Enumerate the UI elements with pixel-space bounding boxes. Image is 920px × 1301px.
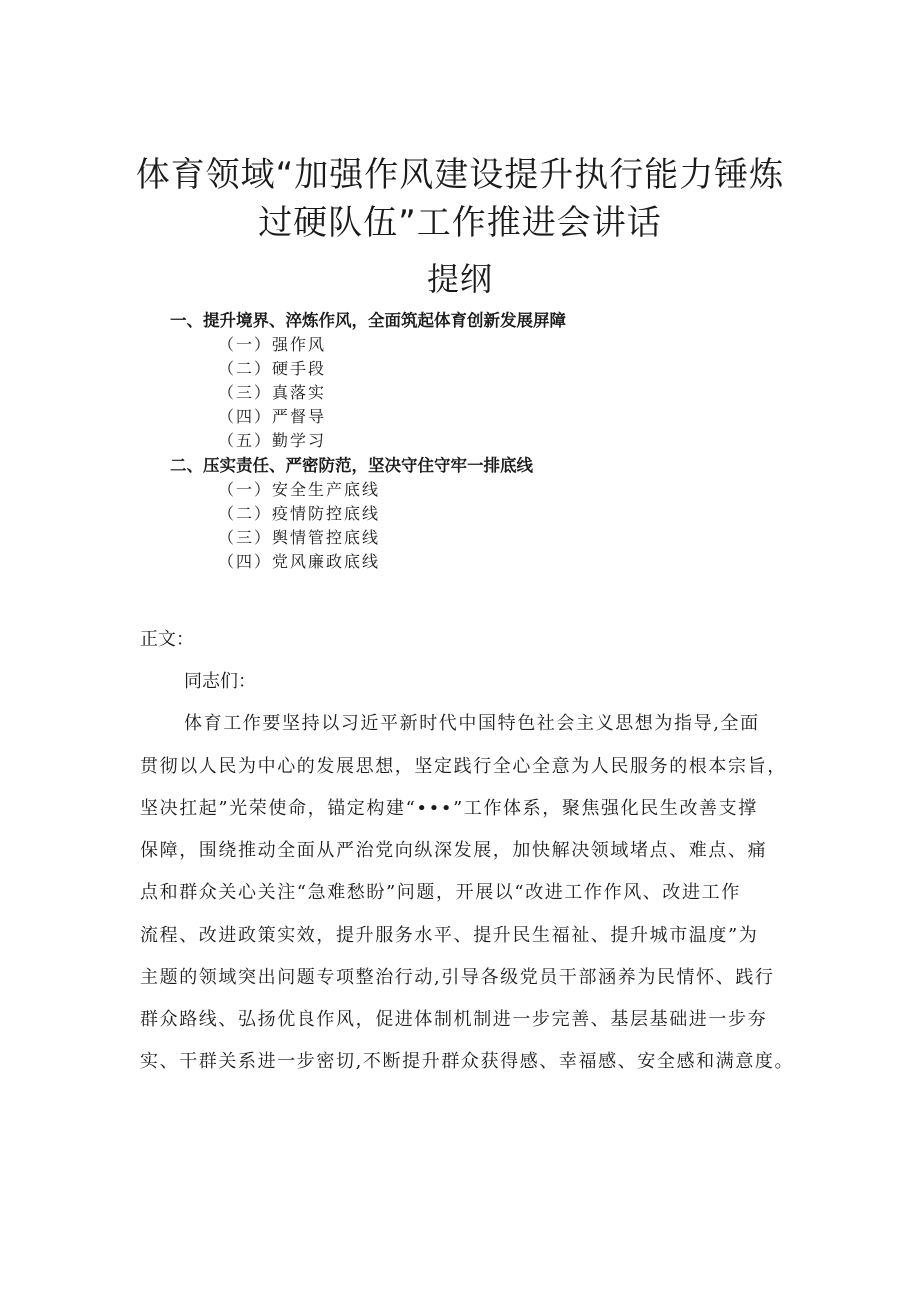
outline-section-1-item: （一）强作风 [218, 335, 327, 354]
outline-section-2-item: （四）党风廉政底线 [218, 552, 381, 571]
outline-section-1-heading: 一、提升境界、淬炼作风，全面筑起体育创新发展屏障 [170, 311, 566, 330]
document-title-line-1: 体育领域“加强作风建设提升执行能力锤炼 [135, 155, 785, 195]
paragraph-line: 流程、改进政策实效，提升服务水平、提升民生福祉、提升城市温度”为 [140, 925, 759, 946]
paragraph-line: 主题的领域突出问题专项整治行动,引导各级党员干部涵养为民情怀、践行 [140, 967, 775, 988]
paragraph-line: 群众路线、弘扬优良作风，促进体制机制进一步完善、基层基础进一步夯 [140, 1009, 768, 1030]
paragraph-line: 坚决扛起”光荣使命，锚定构建“•••”工作体系，聚焦强化民生改善支撑 [140, 798, 758, 819]
paragraph-line: 点和群众关心关注“急难愁盼”问题，开展以“改进工作作风、改进工作 [140, 882, 741, 903]
salutation: 同志们： [184, 671, 256, 692]
paragraph-line: 实、干群关系进一步密切,不断提升群众获得感、幸福感、安全感和满意度。 [140, 1051, 795, 1072]
body-label: 正文： [140, 629, 194, 650]
document-title-line-3: 提纲 [426, 260, 493, 298]
outline-section-2-item: （一）安全生产底线 [218, 480, 381, 499]
outline-section-1-item: （三）真落实 [218, 383, 327, 402]
outline-section-2-item: （三）舆情管控底线 [218, 528, 381, 547]
paragraph-line: 体育工作要坚持以习近平新时代中国特色社会主义思想为指导,全面 [184, 713, 760, 734]
outline-section-1-item: （二）硬手段 [218, 359, 327, 378]
outline-section-1-item: （五）勤学习 [218, 431, 327, 450]
paragraph-line: 保障，围绕推动全面从严治党向纵深发展，加快解决领域堵点、难点、痛 [140, 840, 768, 861]
outline-section-2-heading: 二、压实责任、严密防范，坚决守住守牢一排底线 [170, 456, 533, 475]
outline-section-1-item: （四）严督导 [218, 407, 327, 426]
paragraph-line: 贯彻以人民为中心的发展思想，坚定践行全心全意为人民服务的根本宗旨， [140, 756, 787, 777]
outline-section-2-item: （二）疫情防控底线 [218, 504, 381, 523]
document-title-line-2: 过硬队伍”工作推进会讲话 [258, 203, 662, 243]
